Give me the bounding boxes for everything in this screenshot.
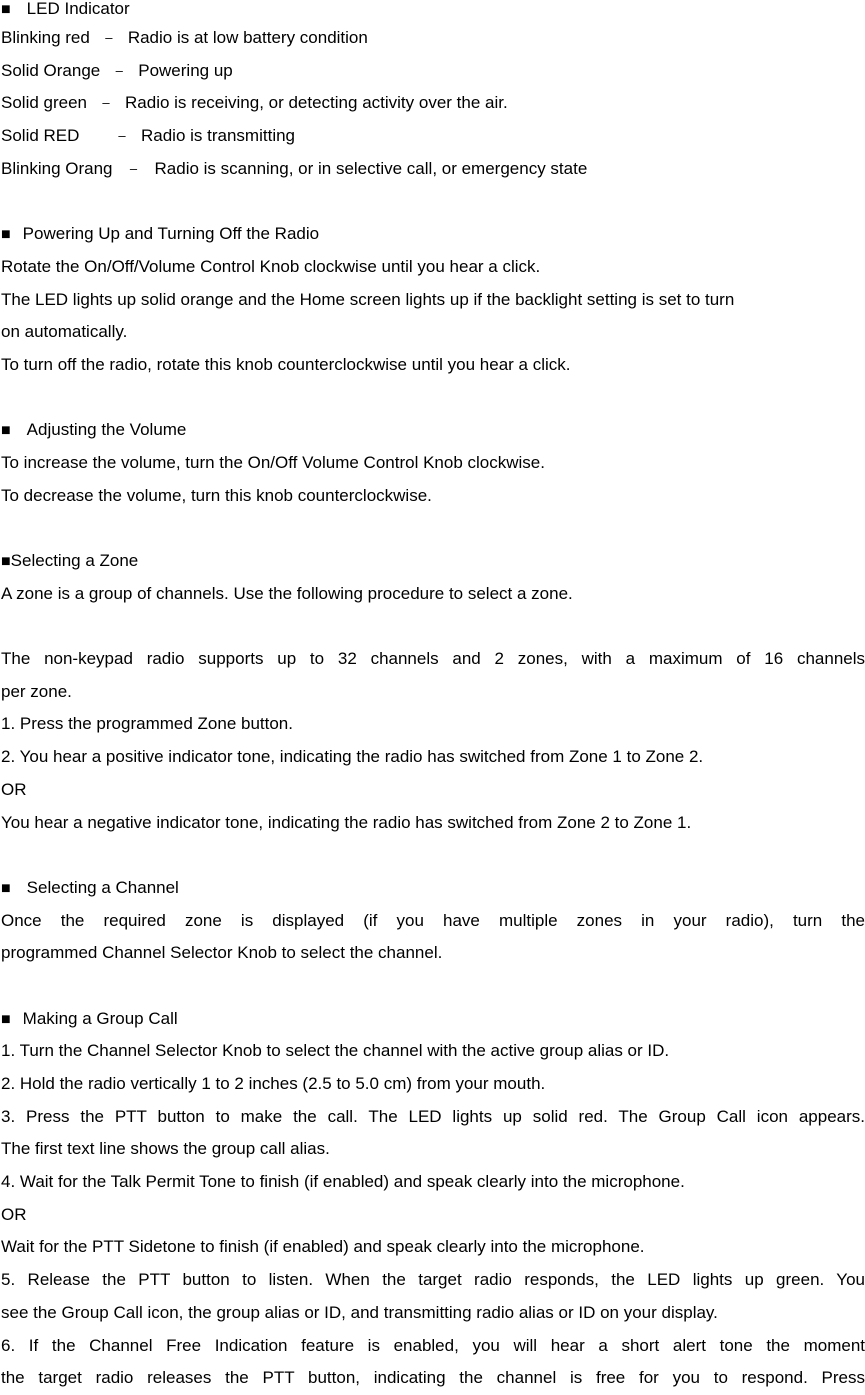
paragraph-line: 1. Turn the Channel Selector Knob to select the channel with the active group alias or ID.	[1, 1041, 670, 1061]
dash: –	[129, 160, 138, 176]
volume-heading: Adjusting the Volume	[26, 420, 187, 440]
section-heading-volume	[1, 414, 865, 447]
paragraph-line: Once the required zone is displayed (if you have multiple zones in your radio), turn the	[1, 910, 865, 930]
led-heading: LED Indicator	[26, 0, 130, 18]
paragraph-line: The first text line shows the group call alias.	[1, 1139, 330, 1159]
spacer	[1, 839, 865, 872]
zone-heading: Selecting a Zone	[10, 551, 139, 570]
dash: –	[115, 62, 123, 78]
paragraph-line: the target radio releases the PTT button, indicating the channel is free for you to respond. Press	[1, 1368, 865, 1388]
paragraph-line: To turn off the radio, rotate this knob counterclockwise until you hear a click.	[1, 354, 571, 374]
led-row	[1, 87, 865, 120]
paragraph-line: Rotate the On/Off/Volume Control Knob clockwise until you hear a click.	[1, 256, 541, 276]
paragraph-line: OR	[1, 1204, 27, 1224]
paragraph-line: see the Group Call icon, the group alias or ID, and transmitting radio alias or ID on your display.	[1, 1302, 718, 1322]
paragraph-line: A zone is a group of channels. Use the following procedure to select a zone.	[1, 583, 573, 603]
bullet-icon: ■	[1, 879, 11, 897]
paragraph-line: 1. Press the programmed Zone button.	[1, 714, 293, 734]
paragraph-line: 2. You hear a positive indicator tone, indicating the radio has switched from Zone 1 to Zone 2.	[1, 747, 704, 767]
paragraph-line: To decrease the volume, turn this knob counterclockwise.	[1, 485, 432, 505]
group-heading: Making a Group Call	[22, 1008, 178, 1028]
led-row	[1, 153, 865, 186]
spacer	[1, 970, 865, 1003]
bullet-icon: ■	[1, 1, 11, 18]
led-state: Solid green	[1, 93, 88, 113]
led-state: Blinking red	[1, 28, 90, 47]
paragraph-line: 5. Release the PTT button to listen. When the target radio responds, the LED lights up green. You	[1, 1270, 865, 1290]
paragraph-line: on automatically.	[1, 322, 128, 342]
spacer	[1, 382, 865, 415]
led-row	[1, 120, 865, 153]
led-state: Blinking Orang	[1, 158, 113, 178]
paragraph-line: The LED lights up solid orange and the Home screen lights up if the backlight setting is set to turn	[1, 289, 735, 309]
spacer	[1, 512, 865, 545]
bullet-icon: ■	[1, 1010, 11, 1028]
section-heading-zone	[1, 545, 865, 578]
spacer	[1, 610, 865, 643]
spacer	[1, 185, 865, 218]
paragraph-line: The non-keypad radio supports up to 32 channels and 2 zones, with a maximum of 16 channels	[1, 649, 865, 669]
led-meaning: Radio is scanning, or in selective call, or emergency state	[154, 158, 588, 178]
paragraph-line: To increase the volume, turn the On/Off Volume Control Knob clockwise.	[1, 452, 545, 472]
led-meaning: Radio is transmitting	[141, 126, 296, 146]
led-state: Solid Orange	[1, 60, 101, 80]
bullet-icon: ■	[1, 226, 11, 244]
section-heading-led	[1, 0, 865, 22]
led-meaning: Radio is at low battery condition	[127, 28, 368, 47]
paragraph-line: OR	[1, 779, 27, 799]
paragraph-line: programmed Channel Selector Knob to select the channel.	[1, 943, 443, 963]
led-meaning: Powering up	[138, 60, 233, 80]
section-heading-channel	[1, 872, 865, 905]
dash: –	[102, 95, 110, 111]
channel-heading: Selecting a Channel	[26, 877, 179, 897]
bullet-icon: ■	[1, 553, 11, 570]
paragraph-line: Wait for the PTT Sidetone to finish (if enabled) and speak clearly into the microphone.	[1, 1237, 645, 1257]
led-state: Solid RED	[1, 126, 80, 146]
paragraph-line: 4. Wait for the Talk Permit Tone to finish (if enabled) and speak clearly into the microphone.	[1, 1172, 685, 1192]
paragraph-line: 2. Hold the radio vertically 1 to 2 inches (2.5 to 5.0 cm) from your mouth.	[1, 1074, 546, 1093]
dash: –	[105, 30, 113, 45]
bullet-icon: ■	[1, 422, 11, 440]
led-row	[1, 55, 865, 88]
section-heading-power	[1, 218, 865, 251]
paragraph-line: 6. If the Channel Free Indication feature is enabled, you will hear a short alert tone the moment	[1, 1335, 865, 1355]
led-row	[1, 22, 865, 55]
power-heading: Powering Up and Turning Off the Radio	[22, 224, 320, 244]
led-meaning: Radio is receiving, or detecting activity over the air.	[125, 93, 508, 113]
dash: –	[118, 128, 126, 144]
paragraph-line: 3. Press the PTT button to make the call. The LED lights up solid red. The Group Call icon appears.	[1, 1106, 865, 1126]
paragraph-line: You hear a negative indicator tone, indicating the radio has switched from Zone 2 to Zone 1.	[1, 812, 692, 832]
section-heading-group	[1, 1003, 865, 1036]
paragraph-line: per zone.	[1, 681, 72, 701]
